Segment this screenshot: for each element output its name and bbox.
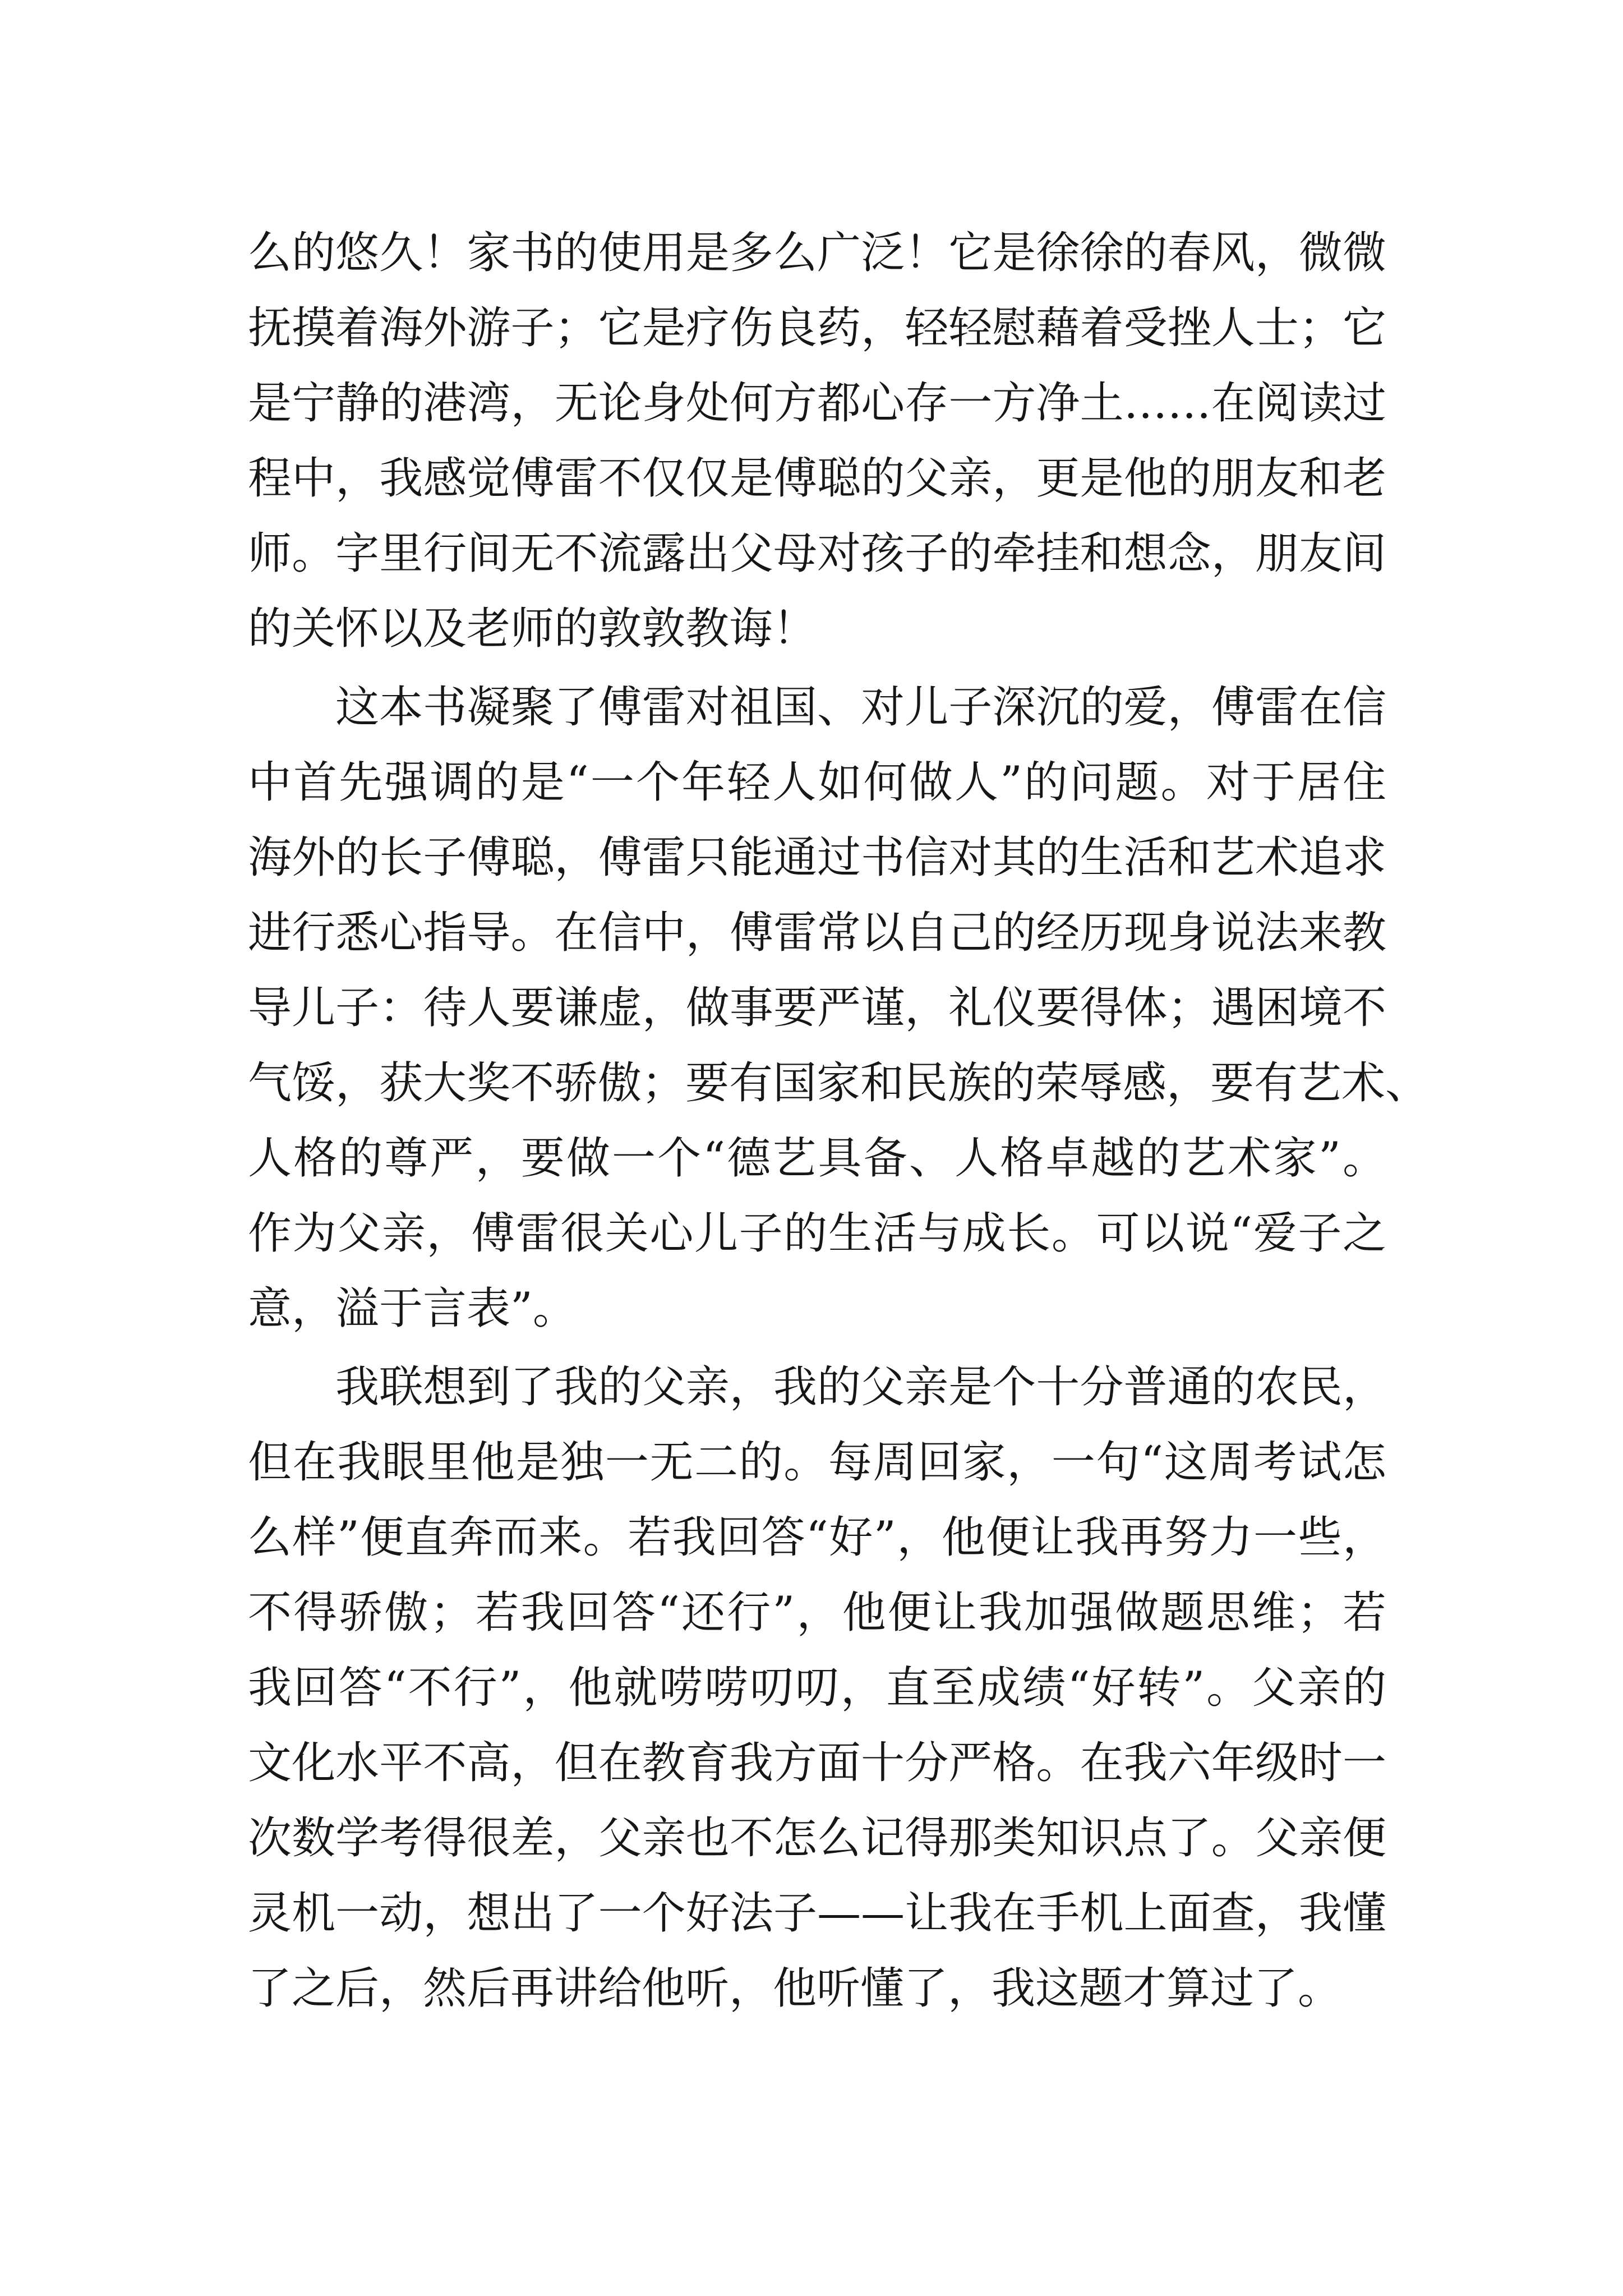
text-line: 人格的尊严，要做一个“德艺具备、人格卓越的艺术家”。 bbox=[248, 1133, 1386, 1184]
text-line: 进行悉心指导。在信中，傅雷常以自己的经历现身说法来教 bbox=[248, 908, 1386, 958]
text-line: 意，溢于言表”。 bbox=[248, 1283, 577, 1334]
text-line: 不得骄傲；若我回答“还行”，他便让我加强做题思维；若 bbox=[248, 1588, 1386, 1638]
text-line: 么样”便直奔而来。若我回答“好”，他便让我再努力一些， bbox=[248, 1512, 1386, 1563]
paragraph bbox=[248, 215, 1386, 666]
text-line: 程中，我感觉傅雷不仅仅是傅聪的父亲，更是他的朋友和老 bbox=[248, 453, 1386, 504]
text-line: 抚摸着海外游子；它是疗伤良药，轻轻慰藉着受挫人士；它 bbox=[248, 303, 1386, 353]
text-line: 这本书凝聚了傅雷对祖国、对儿子深沉的爱，傅雷在信 bbox=[335, 682, 1386, 733]
text-line: 了之后，然后再讲给他听，他听懂了，我这题才算过了。 bbox=[248, 1963, 1342, 2014]
paragraph bbox=[248, 1350, 1386, 2026]
text-line: 中首先强调的是“一个年轻人如何做人”的问题。对于居住 bbox=[248, 757, 1386, 808]
text-line: 文化水平不高，但在教育我方面十分严格。在我六年级时一 bbox=[248, 1738, 1386, 1788]
text-line: 是宁静的港湾，无论身处何方都心存一方净土……在阅读过 bbox=[248, 378, 1386, 429]
text-line: 次数学考得很差，父亲也不怎么记得那类知识点了。父亲便 bbox=[248, 1813, 1386, 1864]
paragraph bbox=[248, 670, 1430, 1346]
text-line: 我联想到了我的父亲，我的父亲是个十分普通的农民， bbox=[335, 1362, 1386, 1412]
body-text bbox=[248, 215, 1430, 2026]
text-line: 我回答“不行”，他就唠唠叨叨，直至成绩“好转”。父亲的 bbox=[248, 1663, 1386, 1713]
text-line: 师。字里行间无不流露出父母对孩子的牵挂和想念，朋友间 bbox=[248, 528, 1386, 579]
text-line: 导儿子：待人要谦虚，做事要严谨，礼仪要得体；遇困境不 bbox=[248, 983, 1386, 1033]
text-line: 但在我眼里他是独一无二的。每周回家，一句“这周考试怎 bbox=[248, 1437, 1386, 1488]
text-line: 灵机一动，想出了一个好法子——让我在手机上面查，我懂 bbox=[248, 1888, 1386, 1939]
text-line: 作为父亲，傅雷很关心儿子的生活与成长。可以说“爱子之 bbox=[248, 1208, 1386, 1259]
text-line: 海外的长子傅聪，傅雷只能通过书信对其的生活和艺术追求 bbox=[248, 832, 1386, 883]
text-line: 气馁，获大奖不骄傲；要有国家和民族的荣辱感，要有艺术、 bbox=[248, 1058, 1430, 1108]
text-line: 么的悠久！家书的使用是多么广泛！它是徐徐的春风，微微 bbox=[248, 228, 1386, 278]
text-line: 的关怀以及老师的敦敦教诲！ bbox=[248, 604, 817, 654]
